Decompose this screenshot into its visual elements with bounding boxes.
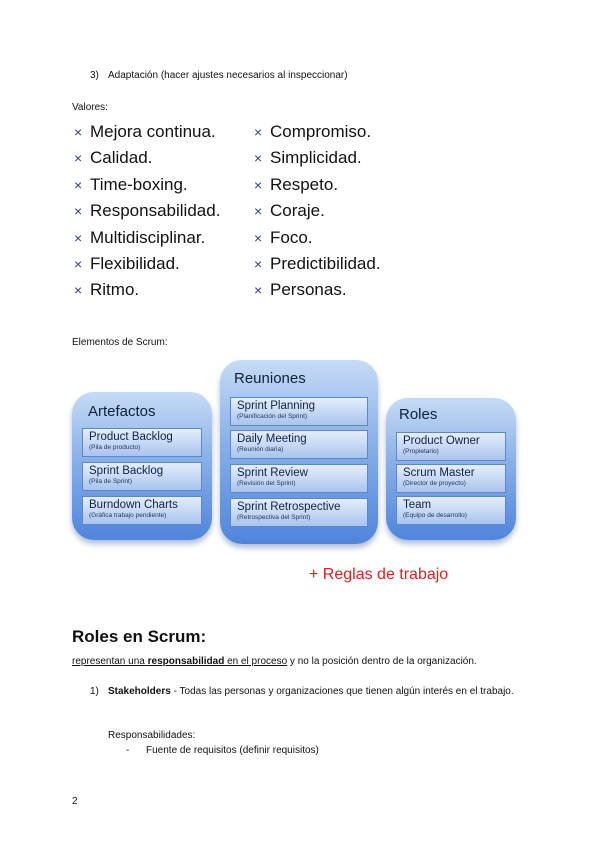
section-heading: Roles en Scrum: [72, 627, 207, 646]
x-bullet-icon: × [74, 229, 83, 246]
reuniones-panel [220, 360, 378, 544]
valor-item: × Calidad. [74, 145, 220, 171]
x-bullet-icon: × [74, 176, 83, 193]
valor-item: × Mejora continua. [74, 119, 220, 145]
valor-item: × Multidisciplinar. [74, 225, 220, 251]
diagram-box: Daily Meeting (Reunión diaria) [230, 430, 368, 459]
diagram-box: Sprint Retrospective (Retrospectiva del Sprint) [230, 498, 368, 527]
reglas-de-trabajo-label: + Reglas de trabajo [309, 566, 449, 583]
diagram-box: Sprint Planning (Planificación del Sprint) [230, 397, 368, 426]
valor-item: × Personas. [254, 277, 381, 303]
diagram-box: Scrum Master (Director de proyecto) [396, 464, 506, 493]
valor-item: × Flexibilidad. [74, 251, 220, 277]
valor-item: × Coraje. [254, 198, 381, 224]
diagram-box: Sprint Review (Revisión del Sprint) [230, 464, 368, 493]
elementos-label: Elementos de Scrum: [72, 337, 168, 348]
x-bullet-icon: × [74, 256, 83, 273]
roles-panel [386, 398, 516, 540]
panel-title: Artefactos [88, 403, 156, 420]
list-item-stakeholders: 1) Stakeholders - Todas las personas y organizaciones que tienen algún interés en el trabajo. [90, 684, 530, 700]
panel-title: Roles [399, 406, 438, 423]
valor-item: × Respeto. [254, 172, 381, 198]
x-bullet-icon: × [254, 256, 263, 273]
list-number: 3) [90, 70, 99, 81]
list-number: 1) [90, 686, 99, 697]
roles-definition: representan una responsabilidad en el proceso y no la posición dentro de la organización. [72, 656, 477, 667]
x-bullet-icon: × [74, 150, 83, 167]
diagram-box: Burndown Charts (Gráfica trabajo pendiente) [82, 496, 202, 525]
valor-item: × Foco. [254, 225, 381, 251]
dash-bullet: - [126, 745, 130, 756]
x-bullet-icon: × [254, 150, 263, 167]
diagram-box: Product Owner (Propietario) [396, 432, 506, 461]
x-bullet-icon: × [74, 203, 83, 220]
x-bullet-icon: × [74, 282, 83, 299]
diagram-box: Sprint Backlog (Pila de Sprint) [82, 462, 202, 491]
valores-list-right [254, 119, 381, 304]
valor-item: × Simplicidad. [254, 145, 381, 171]
valor-item: × Predictibilidad. [254, 251, 381, 277]
diagram-box: Team (Equipo de desarrollo) [396, 496, 506, 525]
valor-item: × Ritmo. [74, 277, 220, 303]
x-bullet-icon: × [254, 282, 263, 299]
list-item-adaptacion [90, 70, 348, 81]
x-bullet-icon: × [74, 124, 83, 140]
valores-list-left [74, 119, 220, 304]
x-bullet-icon: × [254, 124, 263, 140]
valores-label: Valores: [72, 102, 108, 113]
x-bullet-icon: × [254, 176, 263, 193]
list-text: Adaptación (hacer ajustes necesarios al inspeccionar) [108, 70, 348, 81]
artefactos-panel [72, 392, 212, 540]
page-number: 2 [72, 796, 78, 807]
panel-title: Reuniones [234, 370, 306, 387]
valor-item: × Responsabilidad. [74, 198, 220, 224]
valor-item: × Compromiso. [254, 119, 381, 145]
x-bullet-icon: × [254, 229, 263, 246]
list-item: - Fuente de requisitos (definir requisitos) [126, 745, 319, 756]
diagram-box: Product Backlog (Pila de producto) [82, 428, 202, 457]
x-bullet-icon: × [254, 203, 263, 220]
valor-item: × Time-boxing. [74, 172, 220, 198]
responsabilidades-label: Responsabilidades: [108, 730, 196, 741]
